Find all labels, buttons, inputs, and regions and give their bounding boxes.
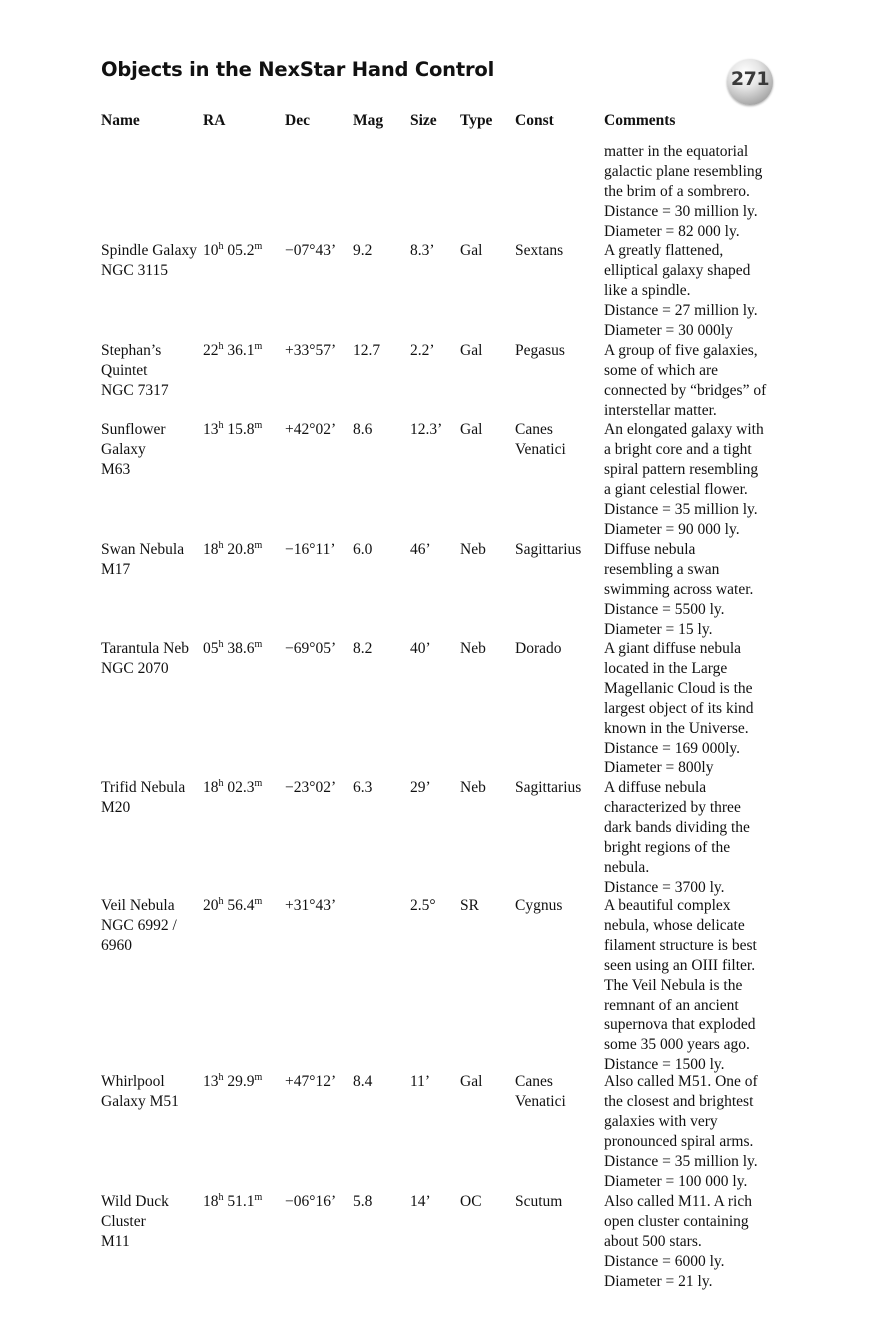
- cell-size: 40’: [410, 640, 431, 657]
- cell-const: Cygnus: [515, 897, 563, 914]
- cell-const: Dorado: [515, 640, 562, 657]
- cell-name: Spindle Galaxy NGC 3115: [101, 242, 197, 279]
- ra-hours: 13: [203, 421, 219, 438]
- cell-name: Wild Duck Cluster M11: [101, 1193, 169, 1250]
- cell-size: 29’: [410, 779, 431, 796]
- continued-comment: matter in the equatorial galactic plane resembling the brim of a sombrero. Distance = 30 million ly. Diameter = 82 000 ly.: [604, 143, 763, 240]
- header-type: Type: [460, 112, 493, 129]
- cell-dec: +33°57’: [285, 342, 337, 359]
- cell-comments: Also called M51. One of the closest and brightest galaxies with very pronounced spiral arms. Distance = 35 million ly. Diameter = 100 000 ly.: [604, 1073, 758, 1190]
- cell-name: Swan Nebula M17: [101, 541, 185, 578]
- cell-ra: 13$^h$ 15.8$^m$: [203, 420, 263, 438]
- cell-dec: −23°02’: [285, 779, 337, 796]
- header-const: Const: [515, 112, 554, 129]
- cell-comments: Diffuse nebula resembling a swan swimming across water. Distance = 5500 ly. Diameter = 15 ly.: [604, 541, 754, 638]
- ra-hours: 20: [203, 897, 219, 914]
- cell-type: SR: [460, 897, 479, 914]
- cell-name: Tarantula Neb NGC 2070: [101, 640, 189, 677]
- ra-minutes: 51.1: [227, 1193, 255, 1210]
- page-title: Objects in the NexStar Hand Control: [101, 58, 495, 81]
- cell-dec: +31°43’: [285, 897, 337, 914]
- cell-dec: −69°05’: [285, 640, 337, 657]
- cell-size: 12.3’: [410, 421, 443, 438]
- cell-comments: A diffuse nebula characterized by three dark bands dividing the bright regions of the nebula. Distance = 3700 ly.: [604, 779, 750, 896]
- ra-minutes: 38.6: [227, 640, 255, 657]
- header-mag: Mag: [353, 112, 384, 129]
- cell-type: Gal: [460, 242, 483, 259]
- cell-type: Gal: [460, 421, 483, 438]
- cell-ra: 13$^h$ 29.9$^m$: [203, 1072, 263, 1090]
- cell-const: Scutum: [515, 1193, 563, 1210]
- header-size: Size: [410, 112, 437, 129]
- cell-const: Canes Venatici: [515, 1073, 566, 1110]
- ra-minutes: 56.4: [227, 897, 255, 914]
- ra-hours: 10: [203, 242, 219, 259]
- cell-ra: 18$^h$ 02.3$^m$: [203, 778, 263, 796]
- cell-dec: +47°12’: [285, 1073, 337, 1090]
- ra-hours: 05: [203, 640, 219, 657]
- cell-comments: A greatly flattened, elliptical galaxy shaped like a spindle. Distance = 27 million ly. Diameter = 30 000ly: [604, 242, 758, 339]
- cell-const: Pegasus: [515, 342, 565, 359]
- cell-name: Veil Nebula NGC 6992 / 6960: [101, 897, 177, 954]
- cell-mag: 6.3: [353, 779, 373, 796]
- cell-mag: 9.2: [353, 242, 373, 259]
- header-name: Name: [101, 112, 140, 129]
- page-number: 271: [730, 68, 770, 90]
- cell-const: Canes Venatici: [515, 421, 566, 458]
- cell-comments: A group of five galaxies, some of which are connected by “bridges” of interstellar matter.: [604, 342, 767, 419]
- cell-size: 11’: [410, 1073, 431, 1090]
- ra-minutes: 05.2: [227, 242, 255, 259]
- ra-minutes: 02.3: [227, 779, 255, 796]
- cell-ra: 18$^h$ 20.8$^m$: [203, 540, 263, 558]
- ra-minutes: 20.8: [227, 541, 255, 558]
- cell-dec: −16°11’: [285, 541, 336, 558]
- cell-mag: 6.0: [353, 541, 373, 558]
- ra-hours: 18: [203, 541, 219, 558]
- cell-mag: 8.4: [353, 1073, 373, 1090]
- cell-name: Trifid Nebula M20: [101, 779, 186, 816]
- cell-mag: 12.7: [353, 342, 381, 359]
- cell-ra: 10$^h$ 05.2$^m$: [203, 241, 263, 259]
- cell-size: 2.2’: [410, 342, 435, 359]
- cell-ra: 22$^h$ 36.1$^m$: [203, 341, 263, 359]
- cell-size: 8.3’: [410, 242, 435, 259]
- cell-type: Neb: [460, 779, 486, 796]
- ra-hours: 18: [203, 1193, 219, 1210]
- cell-name: Stephan’s Quintet NGC 7317: [101, 342, 169, 399]
- header-comments: Comments: [604, 112, 676, 129]
- cell-mag: 5.8: [353, 1193, 373, 1210]
- cell-comments: A giant diffuse nebula located in the Large Magellanic Cloud is the largest object of its kind known in the Universe. Distance = 169 000ly. Diameter = 800ly: [604, 640, 754, 777]
- ra-minutes: 36.1: [227, 342, 255, 359]
- cell-name: Whirlpool Galaxy M51: [101, 1073, 179, 1110]
- cell-dec: −06°16’: [285, 1193, 337, 1210]
- cell-name: Sunflower Galaxy M63: [101, 421, 166, 478]
- cell-size: 46’: [410, 541, 431, 558]
- cell-mag: 8.6: [353, 421, 373, 438]
- ra-hours: 22: [203, 342, 219, 359]
- page-number-badge: [727, 59, 773, 105]
- ra-hours: 18: [203, 779, 219, 796]
- header-dec: Dec: [285, 112, 310, 129]
- cell-comments: Also called M11. A rich open cluster containing about 500 stars. Distance = 6000 ly. Diameter = 21 ly.: [604, 1193, 752, 1290]
- cell-type: Gal: [460, 1073, 483, 1090]
- cell-type: Gal: [460, 342, 483, 359]
- ra-hours: 13: [203, 1073, 219, 1090]
- cell-comments: An elongated galaxy with a bright core and a tight spiral pattern resembling a giant celestial flower. Distance = 35 million ly. Diameter = 90 000 ly.: [604, 421, 764, 538]
- cell-dec: −07°43’: [285, 242, 337, 259]
- cell-mag: 8.2: [353, 640, 373, 657]
- ra-minutes: 29.9: [227, 1073, 255, 1090]
- ra-minutes: 15.8: [227, 421, 255, 438]
- cell-size: 14’: [410, 1193, 431, 1210]
- cell-type: Neb: [460, 541, 486, 558]
- cell-ra: 05$^h$ 38.6$^m$: [203, 639, 263, 657]
- header-ra: RA: [203, 112, 226, 129]
- cell-dec: +42°02’: [285, 421, 337, 438]
- cell-ra: 18$^h$ 51.1$^m$: [203, 1192, 263, 1210]
- cell-const: Sagittarius: [515, 779, 582, 796]
- cell-type: Neb: [460, 640, 486, 657]
- cell-ra: 20$^h$ 56.4$^m$: [203, 896, 263, 914]
- cell-comments: A beautiful complex nebula, whose delicate filament structure is best seen using an OIII filter. The Veil Nebula is the remnant of an ancient supernova that exploded some 35 000 years ago. Distance = 1500 ly.: [604, 897, 757, 1074]
- cell-const: Sextans: [515, 242, 564, 259]
- cell-size: 2.5°: [410, 897, 436, 914]
- cell-const: Sagittarius: [515, 541, 582, 558]
- cell-type: OC: [460, 1193, 482, 1210]
